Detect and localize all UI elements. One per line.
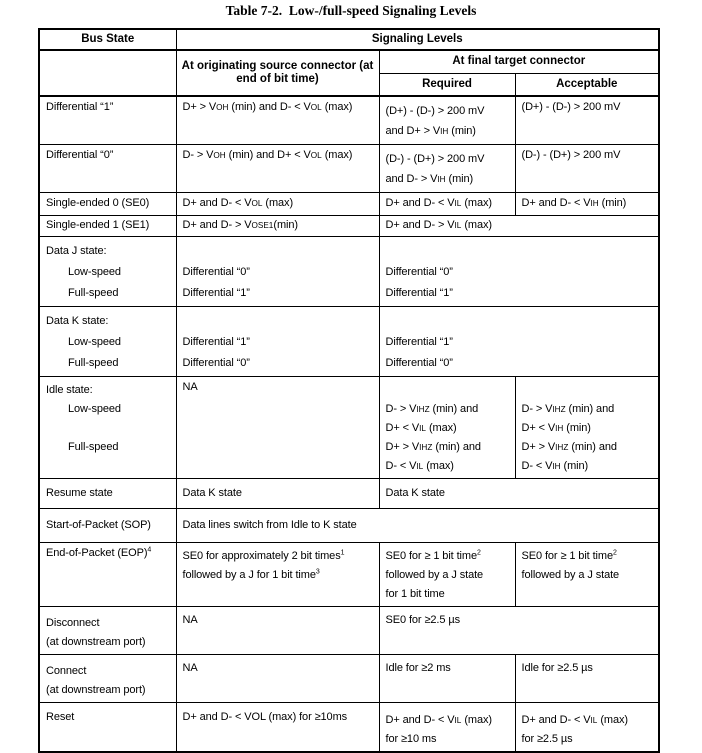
cell-line: Connect — [46, 665, 87, 677]
cell-line: SE0 for ≥ 1 bit time$^2$ — [385, 549, 481, 562]
row-resume-state — [39, 479, 659, 509]
cell-line: D+ < VIL (max) — [385, 422, 457, 434]
cell-line: followed by a J for 1 bit time$^3$ — [182, 568, 320, 581]
cell-line: Low-speed — [68, 336, 121, 348]
header-row-2 — [39, 50, 659, 73]
cell-line: (at downstream port) — [46, 636, 146, 648]
cell-diff1-required — [379, 96, 515, 145]
cell-reset-required — [379, 703, 515, 753]
cell-line: (at downstream port) — [46, 684, 146, 696]
row-differential-1 — [39, 96, 659, 145]
cell-line: (D-) - (D+) > 200 mV — [385, 153, 485, 165]
header-required: Required — [379, 73, 515, 96]
cell-line: Disconnect — [46, 617, 100, 629]
cell-diff1-acceptable: (D+) - (D-) > 200 mV — [515, 96, 659, 145]
cell-line: Low-speed — [68, 403, 121, 415]
cell-line: (D+) - (D-) > 200 mV — [385, 105, 485, 117]
cell-idle-required — [379, 377, 515, 479]
cell-line: Differential “0” — [182, 266, 250, 278]
cell-line: D+ < VIH (min) — [521, 422, 591, 434]
table-title: Table 7-2. Low-/full-speed Signaling Levels — [225, 3, 477, 18]
cell-se0-state: Single-ended 0 (SE0) — [39, 193, 176, 216]
cell-line: Data J state: — [46, 245, 107, 257]
cell-line: Full-speed — [68, 357, 119, 369]
cell-idle-acceptable — [515, 377, 659, 479]
cell-line: Data K state: — [46, 315, 109, 327]
cell-resume-state: Resume state — [39, 479, 176, 509]
cell-line: Differential “1” — [385, 287, 453, 299]
cell-line: SE0 for ≥ 1 bit time$^2$ — [521, 549, 617, 562]
cell-line: for 1 bit time — [385, 588, 445, 600]
cell-dataj-source — [176, 237, 379, 307]
cell-line — [46, 419, 170, 438]
cell-line: D- < VIL (max) — [385, 460, 454, 472]
header-final-target: At final target connector — [379, 50, 659, 73]
cell-line: D+ and D- < VIL (max) — [521, 714, 628, 726]
row-connect — [39, 655, 659, 703]
cell-datak-target — [379, 307, 659, 377]
cell-diff0-source: D- > VOH (min) and D+ < VOL (max) — [176, 145, 379, 193]
header-empty-cell — [39, 50, 176, 96]
cell-connect-state — [39, 655, 176, 703]
cell-line: for ≥10 ms — [385, 733, 437, 745]
header-row-1 — [39, 29, 659, 50]
cell-line: D- > VIHZ (min) and — [385, 403, 479, 415]
cell-sop-state: Start-of-Packet (SOP) — [39, 509, 176, 543]
cell-se0-source: D+ and D- < VOL (max) — [176, 193, 379, 216]
cell-line: and D- > VIH (min) — [385, 173, 474, 185]
cell-diff1-state: Differential “1” — [39, 96, 176, 145]
row-single-ended-0 — [39, 193, 659, 216]
cell-line: SE0 for approximately 2 bit times$^1$ — [182, 549, 345, 562]
cell-eop-state: End-of-Packet (EOP)$^4$ — [39, 543, 176, 607]
cell-line: for ≥2.5 µs — [521, 733, 573, 745]
cell-datak-source — [176, 307, 379, 377]
cell-diff0-state: Differential “0” — [39, 145, 176, 193]
cell-se1-source: D+ and D- > VOSE1(min) — [176, 216, 379, 237]
row-differential-0 — [39, 145, 659, 193]
cell-datak-state — [39, 307, 176, 377]
cell-line: D+ and D- < VIL (max) — [385, 714, 492, 726]
cell-line: followed by a J state — [521, 569, 620, 581]
cell-se0-required: D+ and D- < VIL (max) — [379, 193, 515, 216]
cell-eop-required — [379, 543, 515, 607]
cell-disconnect-source: NA — [176, 607, 379, 655]
signaling-levels-table — [38, 28, 660, 753]
row-start-of-packet — [39, 509, 659, 543]
cell-dataj-target — [379, 237, 659, 307]
header-acceptable: Acceptable — [515, 73, 659, 96]
cell-reset-acceptable — [515, 703, 659, 753]
cell-se1-target: D+ and D- > VIL (max) — [379, 216, 659, 237]
cell-line: Differential “1” — [182, 336, 250, 348]
cell-se0-acceptable: D+ and D- < VIH (min) — [515, 193, 659, 216]
row-data-j-state — [39, 237, 659, 307]
cell-line: Differential “0” — [182, 357, 250, 369]
cell-eop-acceptable — [515, 543, 659, 607]
cell-eop-source — [176, 543, 379, 607]
cell-line: Low-speed — [68, 266, 121, 278]
cell-idle-source: NA — [176, 377, 379, 479]
cell-dataj-state — [39, 237, 176, 307]
cell-line: and D+ > VIH (min) — [385, 125, 476, 137]
header-bus-state: Bus State — [39, 29, 176, 50]
cell-se1-state: Single-ended 1 (SE1) — [39, 216, 176, 237]
header-originating-source: At originating source connector (at end of bit time) — [176, 50, 379, 96]
cell-idle-state — [39, 377, 176, 479]
cell-line: D+ > VIHZ (min) and — [385, 441, 481, 453]
cell-line: followed by a J state — [385, 569, 484, 581]
cell-sop-description: Data lines switch from Idle to K state — [176, 509, 659, 543]
cell-diff0-required — [379, 145, 515, 193]
cell-line: D- < VIH (min) — [521, 460, 589, 472]
header-signaling-levels: Signaling Levels — [176, 29, 659, 50]
row-single-ended-1 — [39, 216, 659, 237]
cell-diff1-source: D+ > VOH (min) and D- < VOL (max) — [176, 96, 379, 145]
row-idle-state — [39, 377, 659, 479]
cell-connect-source: NA — [176, 655, 379, 703]
cell-line: Differential “0” — [385, 357, 453, 369]
cell-reset-source: D+ and D- < VOL (max) for ≥10ms — [176, 703, 379, 753]
cell-line: Differential “0” — [385, 266, 453, 278]
cell-line: D+ > VIHZ (min) and — [521, 441, 617, 453]
row-end-of-packet — [39, 543, 659, 607]
cell-disconnect-state — [39, 607, 176, 655]
cell-disconnect-target: SE0 for ≥2.5 µs — [379, 607, 659, 655]
cell-line: Idle state: — [46, 384, 93, 396]
cell-line: D- > VIHZ (min) and — [521, 403, 615, 415]
cell-diff0-acceptable: (D-) - (D+) > 200 mV — [515, 145, 659, 193]
row-data-k-state — [39, 307, 659, 377]
cell-reset-state: Reset — [39, 703, 176, 753]
cell-resume-source: Data K state — [176, 479, 379, 509]
cell-line: Full-speed — [68, 287, 119, 299]
cell-connect-acceptable: Idle for ≥2.5 µs — [515, 655, 659, 703]
cell-line: Full-speed — [68, 441, 119, 453]
cell-resume-target: Data K state — [379, 479, 659, 509]
cell-line: Differential “1” — [182, 287, 250, 299]
cell-line: Differential “1” — [385, 336, 453, 348]
row-reset — [39, 703, 659, 753]
row-disconnect — [39, 607, 659, 655]
cell-connect-required: Idle for ≥2 ms — [379, 655, 515, 703]
